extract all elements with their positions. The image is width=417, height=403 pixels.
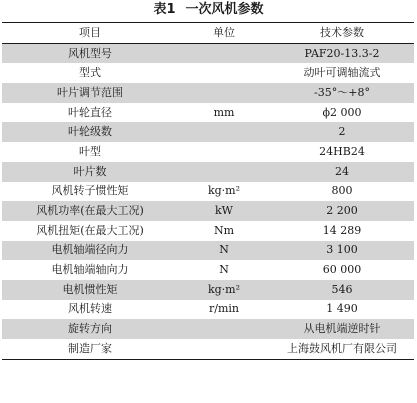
cell-item: 叶片数 bbox=[2, 162, 178, 182]
cell-unit bbox=[178, 319, 270, 339]
cell-item: 叶型 bbox=[2, 142, 178, 162]
cell-unit: Nm bbox=[178, 221, 270, 241]
cell-item: 风机型号 bbox=[2, 43, 178, 63]
cell-item: 电机惯性矩 bbox=[2, 280, 178, 300]
header-value: 技术参数 bbox=[270, 23, 414, 44]
table-number: 表1 bbox=[153, 2, 176, 17]
cell-item: 型式 bbox=[2, 63, 178, 83]
header-item: 项目 bbox=[2, 23, 178, 44]
table-row bbox=[2, 43, 414, 63]
cell-item: 叶轮直径 bbox=[2, 103, 178, 123]
table-row bbox=[2, 260, 414, 280]
fan-parameters-table bbox=[2, 22, 414, 360]
table-row bbox=[2, 182, 414, 202]
header-row bbox=[2, 23, 414, 44]
cell-value: ϕ2 000 bbox=[270, 103, 414, 123]
cell-item: 风机扭矩(在最大工况) bbox=[2, 221, 178, 241]
cell-unit bbox=[178, 83, 270, 103]
cell-unit: mm bbox=[178, 103, 270, 123]
cell-item: 电机轴端轴向力 bbox=[2, 260, 178, 280]
cell-unit bbox=[178, 339, 270, 359]
cell-value: 上海鼓风机厂有限公司 bbox=[270, 339, 414, 359]
cell-value: 24HB24 bbox=[270, 142, 414, 162]
table-caption bbox=[0, 1, 417, 19]
cell-value: 24 bbox=[270, 162, 414, 182]
header-unit: 单位 bbox=[178, 23, 270, 44]
table-row bbox=[2, 162, 414, 182]
cell-value: 14 289 bbox=[270, 221, 414, 241]
table-row bbox=[2, 63, 414, 83]
cell-item: 旋转方向 bbox=[2, 319, 178, 339]
cell-unit bbox=[178, 122, 270, 142]
cell-unit bbox=[178, 63, 270, 83]
table-row bbox=[2, 339, 414, 359]
cell-item: 风机转速 bbox=[2, 300, 178, 320]
cell-unit: r/min bbox=[178, 300, 270, 320]
table-row bbox=[2, 103, 414, 123]
table-row bbox=[2, 319, 414, 339]
table-row bbox=[2, 142, 414, 162]
cell-unit: kg·m² bbox=[178, 182, 270, 202]
table-row bbox=[2, 241, 414, 261]
table-row bbox=[2, 201, 414, 221]
cell-unit bbox=[178, 142, 270, 162]
cell-item: 电机轴端径向力 bbox=[2, 241, 178, 261]
cell-unit: kW bbox=[178, 201, 270, 221]
table-row bbox=[2, 122, 414, 142]
cell-item: 制造厂家 bbox=[2, 339, 178, 359]
cell-unit: kg·m² bbox=[178, 280, 270, 300]
cell-unit: N bbox=[178, 260, 270, 280]
cell-unit bbox=[178, 162, 270, 182]
table-row bbox=[2, 300, 414, 320]
cell-item: 风机转子惯性矩 bbox=[2, 182, 178, 202]
cell-unit bbox=[178, 43, 270, 63]
table-row bbox=[2, 280, 414, 300]
table-body bbox=[2, 43, 414, 359]
cell-value: PAF20-13.3-2 bbox=[270, 43, 414, 63]
table-row bbox=[2, 221, 414, 241]
cell-item: 叶片调节范围 bbox=[2, 83, 178, 103]
table-title: 一次风机参数 bbox=[185, 2, 264, 17]
cell-value: 动叶可调轴流式 bbox=[270, 63, 414, 83]
cell-value: -35°～+8° bbox=[270, 83, 414, 103]
cell-value: 从电机端逆时针 bbox=[270, 319, 414, 339]
cell-value: 1 490 bbox=[270, 300, 414, 320]
cell-value: 3 100 bbox=[270, 241, 414, 261]
cell-item: 风机功率(在最大工况) bbox=[2, 201, 178, 221]
cell-value: 60 000 bbox=[270, 260, 414, 280]
cell-value: 546 bbox=[270, 280, 414, 300]
cell-unit: N bbox=[178, 241, 270, 261]
cell-value: 800 bbox=[270, 182, 414, 202]
cell-value: 2 200 bbox=[270, 201, 414, 221]
cell-value: 2 bbox=[270, 122, 414, 142]
cell-item: 叶轮级数 bbox=[2, 122, 178, 142]
table-row bbox=[2, 83, 414, 103]
